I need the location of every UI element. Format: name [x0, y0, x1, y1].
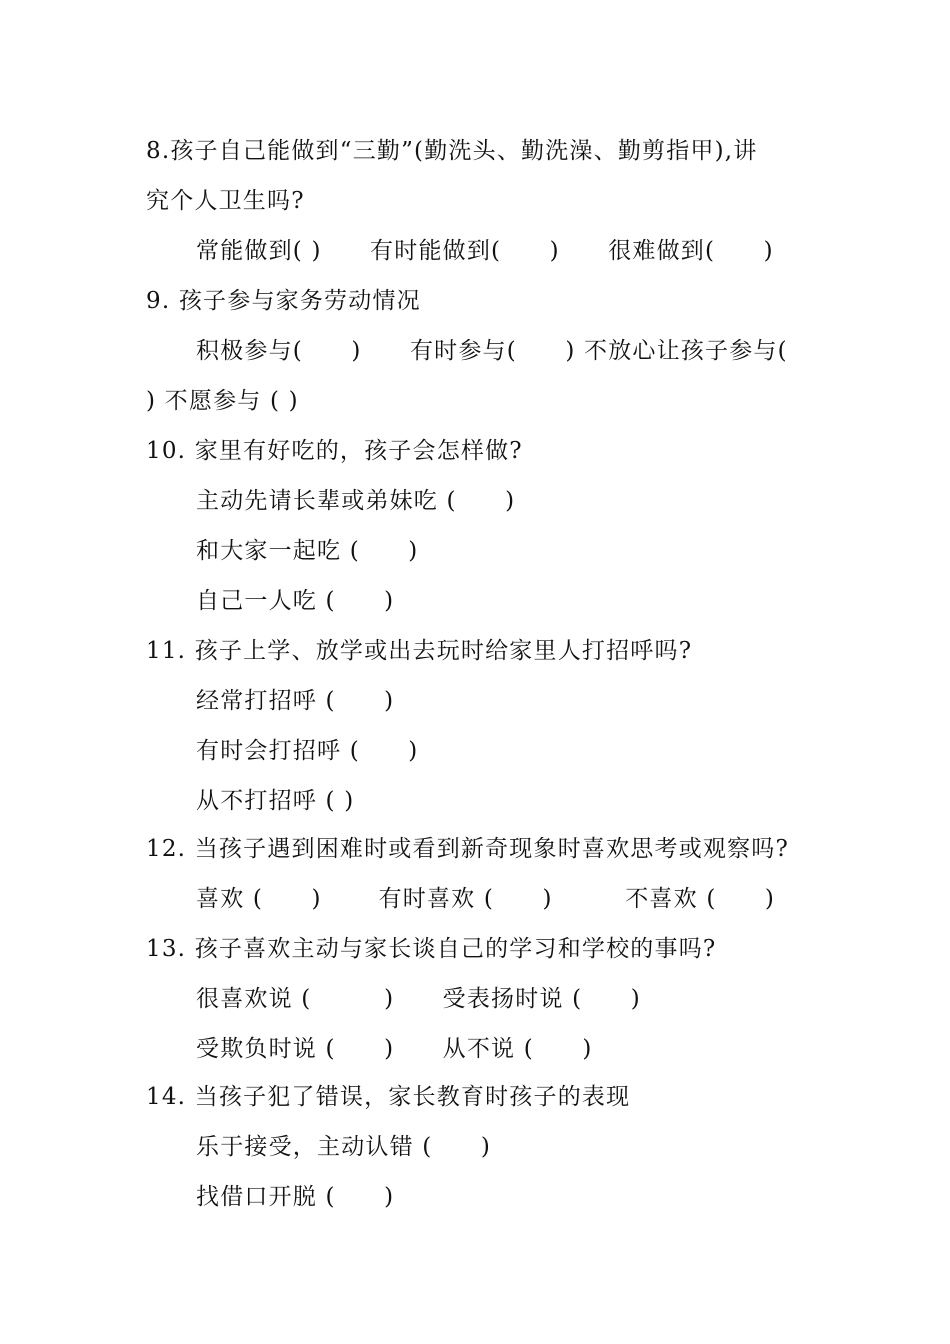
question-13-title: 13. 孩子喜欢主动与家长谈自己的学习和学校的事吗? — [146, 936, 717, 962]
question-12-title: 12. 当孩子遇到困难时或看到新奇现象时喜欢思考或观察吗? — [146, 836, 790, 862]
question-9-options-line-2: ) 不愿参与 ( ) — [146, 388, 299, 414]
question-8-options: 常能做到( ) 有时能做到( ) 很难做到( ) — [196, 238, 774, 264]
question-10-option-2: 和大家一起吃 ( ) — [196, 538, 419, 564]
question-13-options-line-2: 受欺负时说 ( ) 从不说 ( ) — [196, 1036, 593, 1062]
question-11-title: 11. 孩子上学、放学或出去玩时给家里人打招呼吗? — [146, 638, 693, 664]
question-8-line-2: 究个人卫生吗? — [146, 188, 305, 214]
question-10-title: 10. 家里有好吃的，孩子会怎样做? — [146, 438, 523, 464]
question-14-option-1: 乐于接受，主动认错 ( ) — [196, 1134, 492, 1160]
question-9-title: 9. 孩子参与家务劳动情况 — [146, 288, 421, 314]
question-10-option-3: 自己一人吃 ( ) — [196, 588, 395, 614]
question-11-option-3: 从不打招呼 ( ) — [196, 788, 355, 814]
question-9-options-line-1: 积极参与( ) 有时参与( ) 不放心让孩子参与( — [196, 338, 788, 364]
question-12-options: 喜欢 ( ) 有时喜欢 ( ) 不喜欢 ( ) — [196, 886, 776, 912]
question-14-option-2: 找借口开脱 ( ) — [196, 1184, 395, 1210]
question-10-option-1: 主动先请长辈或弟妹吃 ( ) — [196, 488, 516, 514]
question-11-option-1: 经常打招呼 ( ) — [196, 688, 395, 714]
question-11-option-2: 有时会打招呼 ( ) — [196, 738, 419, 764]
question-14-title: 14. 当孩子犯了错误，家长教育时孩子的表现 — [146, 1084, 631, 1110]
question-13-options-line-1: 很喜欢说 ( ) 受表扬时说 ( ) — [196, 986, 641, 1012]
question-8-line-1: 8.孩子自己能做到“三勤”(勤洗头、勤洗澡、勤剪指甲),讲 — [146, 138, 758, 164]
